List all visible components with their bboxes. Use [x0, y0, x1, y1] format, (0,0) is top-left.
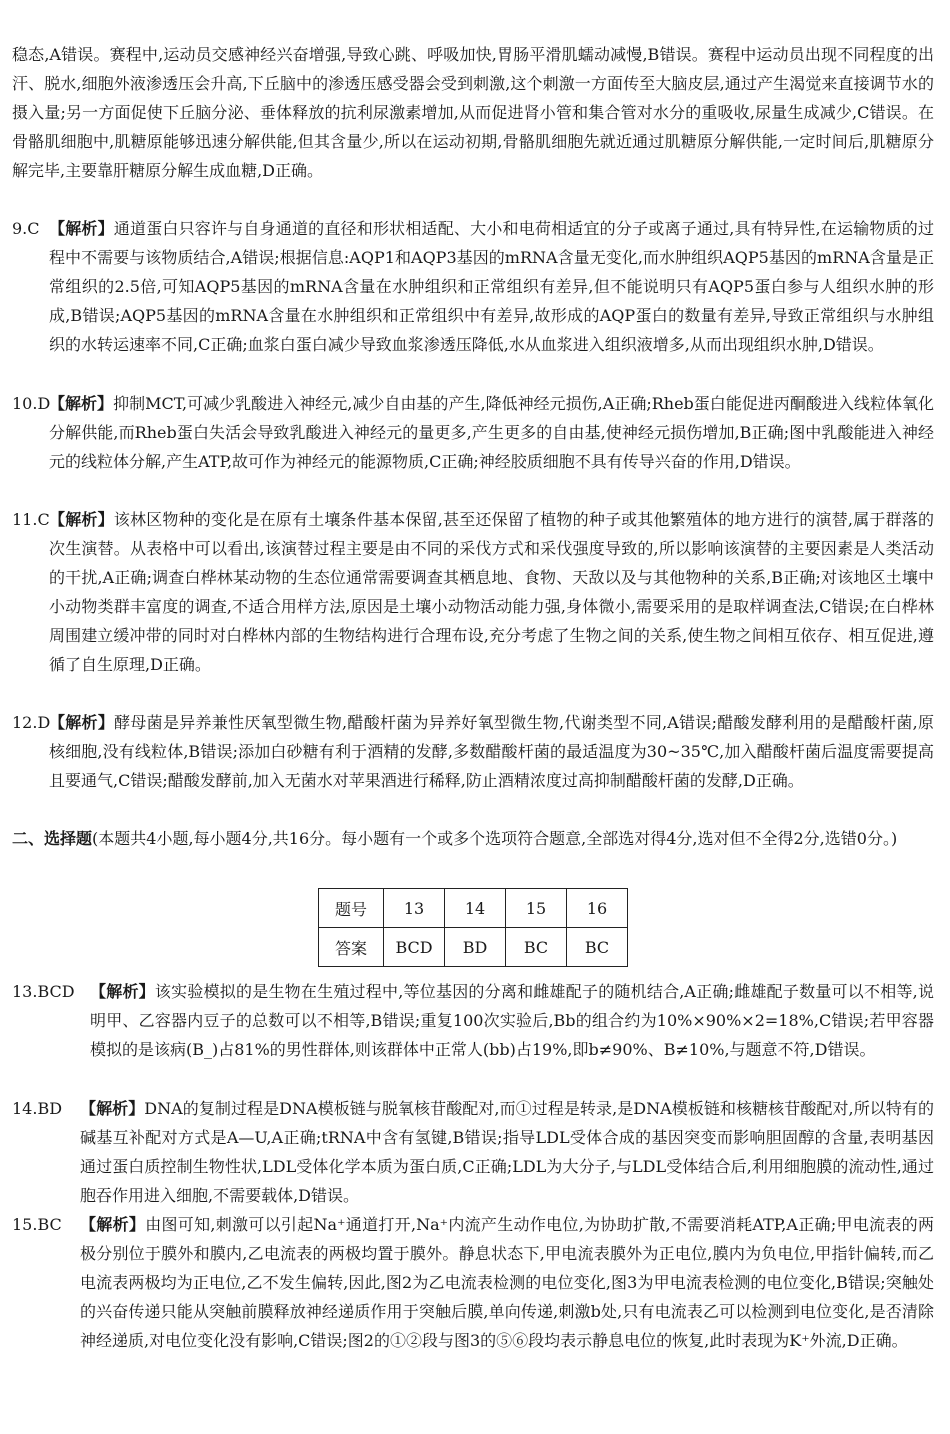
table-cell: BD [445, 928, 506, 967]
answer-13 [12, 977, 934, 1064]
answer-8-continuation: 稳态,A错误。赛程中,运动员交感神经兴奋增强,导致心跳、呼吸加快,胃肠平滑肌蠕动减慢,B错误。赛程中运动员出现不同程度的出汗、脱水,细胞外液渗透压会升高,下丘脑中的渗透压感受器会受到刺激,这个刺激一方面传至大脑皮层,通过产生渴觉来直接调节水的摄入量;另一方面促使下丘脑分泌、垂体释放的抗利尿激素增加,从而促进肾小管和集合管对水分的重吸收,尿量生成减少,C错误。在骨骼肌细胞中,肌糖原能够迅速分解供能,但其含量少,所以在运动初期,骨骼肌细胞先就近通过肌糖原分解供能,一定时间后,肌糖原分解完毕,主要靠肝糖原分解生成血糖,D正确。 [12, 45, 934, 180]
answer-text: 由图可知,刺激可以引起Na⁺通道打开,Na⁺内流产生动作电位,为协助扩散,不需要消耗ATP,A正确;甲电流表的两极分别位于膜外和膜内,乙电流表的两极均置于膜外。静息状态下,甲电流表膜外为正电位,膜内为负电位,甲指针偏转,而乙电流表两极均为正电位,乙不发生偏转,因此,图2为乙电流表检测的电位变化,图3为甲电流表检测的电位变化,B错误;突触处的兴奋传递只能从突触前膜释放神经递质作用于突触后膜,单向传递,刺激b处,只有电流表乙可以检测到电位变化,是否清除神经递质,对电位变化没有影响,C错误;图2的①②段与图3的⑤⑥段均表示静息电位的恢复,此时表现为K⁺外流,D正确。 [80, 1215, 934, 1350]
answer-number: 12.D [12, 713, 51, 732]
answer-number: 13.BCD [12, 982, 75, 1001]
table-cell: BC [506, 928, 567, 967]
analysis-tag: 【解析】 [49, 394, 114, 413]
table-row [319, 928, 628, 967]
answer-text: 通道蛋白只容许与自身通道的直径和形状相适配、大小和电荷相适宜的分子或离子通过,具有特异性,在运输物质的过程中不需要与该物质结合,A错误;根据信息:AQP1和AQP3基因的mRNA含量无变化,而水肿组织AQP5基因的mRNA含量是正常组织的2.5倍,可知AQP5基因的mRNA含量在水肿组织和正常组织有差异,但不能说明只有AQP5蛋白参与人组织水肿的形成,B错误;AQP5基因的mRNA含量在水肿组织和正常组织中有差异,故形成的AQP蛋白的数量有差异,导致正常组织与水肿组织的水转运速率不同,C正确;血浆白蛋白减少导致血浆渗透压降低,水从血浆进入组织液增多,从而出现组织水肿,D错误。 [49, 219, 934, 354]
analysis-tag: 【解析】 [80, 1099, 145, 1118]
answer-11 [12, 505, 934, 679]
table-cell: 16 [567, 889, 628, 928]
table-cell: BC [567, 928, 628, 967]
section-title: 二、选择题 [12, 829, 93, 848]
answer-text: DNA的复制过程是DNA模板链与脱氧核苷酸配对,而①过程是转录,是DNA模板链和核糖核苷酸配对,所以特有的碱基互补配对方式是A—U,A正确;tRNA中含有氢键,B错误;指导LDL受体合成的基因突变而影响胆固醇的含量,表明基因通过蛋白质控制生物性状,LDL受体化学本质为蛋白质,C正确;LDL为大分子,与LDL受体结合后,利用细胞膜的流动性,通过胞吞作用进入细胞,不需要载体,D错误。 [80, 1099, 934, 1205]
analysis-tag: 【解析】 [90, 982, 155, 1001]
answer-text: 该实验模拟的是生物在生殖过程中,等位基因的分离和雌雄配子的随机结合,A正确;雌雄配子数量可以不相等,说明甲、乙容器内豆子的总数可以不相等,B错误;重复100次实验后,Bb的组合约为10%×90%×2=18%,C错误;若甲容器模拟的是该病(B_)占81%的男性群体,则该群体中正常人(bb)占19%,即b≠90%、B≠10%,与题意不符,D错误。 [90, 982, 934, 1059]
answer-15 [12, 1210, 934, 1355]
analysis-tag: 【解析】 [49, 713, 115, 732]
table-cell: 14 [445, 889, 506, 928]
answer-9 [12, 214, 934, 359]
table-cell: BCD [384, 928, 445, 967]
analysis-tag: 【解析】 [49, 219, 114, 238]
page-bottom-margin [0, 1368, 950, 1434]
analysis-tag: 【解析】 [80, 1215, 146, 1234]
answer-12 [12, 708, 934, 795]
table-cell: 答案 [319, 928, 384, 967]
answer-text: 该林区物种的变化是在原有土壤条件基本保留,甚至还保留了植物的种子或其他繁殖体的地方进行的演替,属于群落的次生演替。从表格中可以看出,该演替过程主要是由不同的采伐方式和采伐强度导致的,所以影响该演替的主要因素是人类活动的干扰,A正确;调查白桦林某动物的生态位通常需要调查其栖息地、食物、天敌以及与其他物种的关系,B正确;对该地区土壤中小动物类群丰富度的调查,不适合用样方法,原因是土壤小动物活动能力强,身体微小,需要采用的是取样调查法,C错误;在白桦林周围建立缓冲带的同时对白桦林内部的生物结构进行合理布设,充分考虑了生物之间的关系,使生物之间相互依存、相互促进,遵循了自生原理,D正确。 [49, 510, 934, 674]
table-row [319, 889, 628, 928]
table-cell: 13 [384, 889, 445, 928]
answer-number: 15.BC [12, 1215, 62, 1234]
table-cell: 15 [506, 889, 567, 928]
section-description: (本题共4小题,每小题4分,共16分。每小题有一个或多个选项符合题意,全部选对得4分,选对但不全得2分,选错0分。) [92, 829, 898, 848]
answer-table [318, 888, 628, 967]
answer-number: 11.C [12, 510, 50, 529]
answer-number: 10.D [12, 394, 51, 413]
answer-14 [12, 1094, 934, 1210]
answer-number: 14.BD [12, 1099, 63, 1118]
answer-text: 酵母菌是异养兼性厌氧型微生物,醋酸杆菌为异养好氧型微生物,代谢类型不同,A错误;醋酸发酵利用的是醋酸杆菌,原核细胞,没有线粒体,B错误;添加白砂糖有利于酒精的发酵,多数醋酸杆菌的最适温度为30~35℃,加入醋酸杆菌后温度需要提高且要通气,C错误;醋酸发酵前,加入无菌水对苹果酒进行稀释,防止酒精浓度过高抑制醋酸杆菌的发酵,D正确。 [49, 713, 934, 790]
analysis-tag: 【解析】 [49, 510, 114, 529]
table-cell: 题号 [319, 889, 384, 928]
answer-10 [12, 389, 934, 476]
section-2-heading [12, 824, 934, 853]
answer-number: 9.C [12, 219, 40, 238]
answer-text: 抑制MCT,可减少乳酸进入神经元,减少自由基的产生,降低神经元损伤,A正确;Rheb蛋白能促进丙酮酸进入线粒体氧化分解供能,而Rheb蛋白失活会导致乳酸进入神经元的量更多,产生更多的自由基,使神经元损伤增加,B正确;图中乳酸能进入神经元的线粒体分解,产生ATP,故可作为神经元的能源物质,C正确;神经胶质细胞不具有传导兴奋的作用,D错误。 [49, 394, 934, 471]
